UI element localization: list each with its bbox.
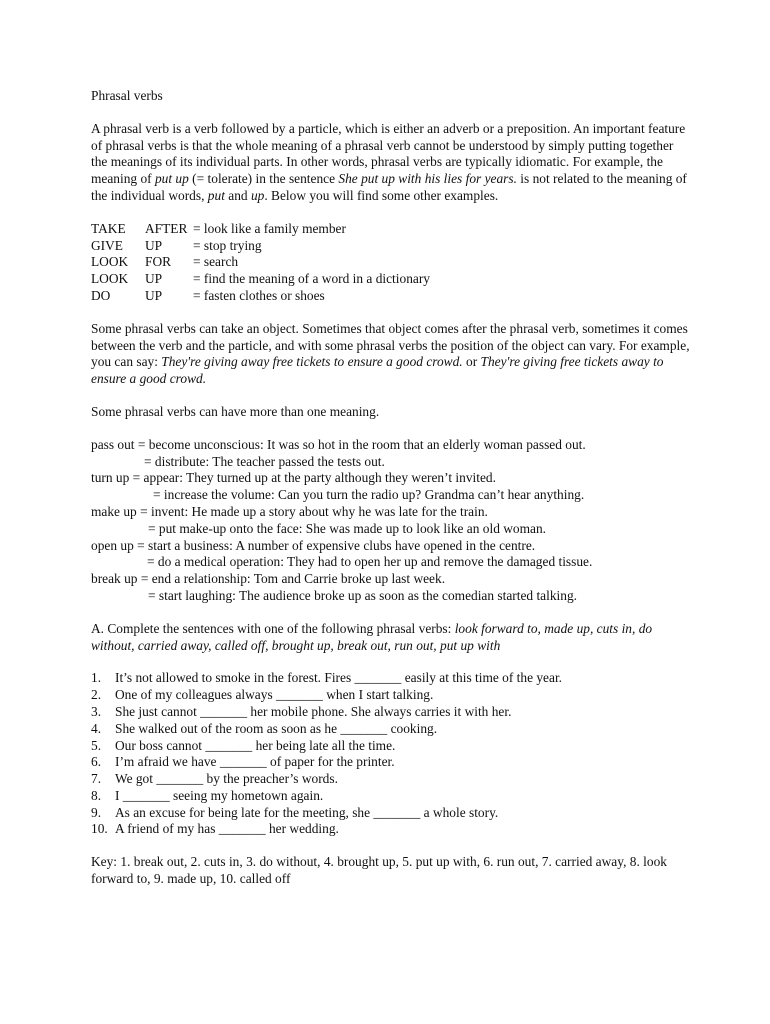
intro-text-2: (= tolerate) in the sentence bbox=[188, 171, 339, 187]
meaning-line: open up = start a business: A number of expensive clubs have opened in the centre. bbox=[91, 537, 536, 553]
object-paragraph bbox=[91, 321, 691, 388]
example-verb: TAKE bbox=[91, 220, 126, 236]
sentence-text: As an excuse for being late for the meeting, she _______ a whole story. bbox=[115, 804, 499, 820]
meaning-line: = start laughing: The audience broke up as soon as the comedian started talking. bbox=[148, 587, 577, 603]
intro-text-4: and bbox=[224, 187, 251, 203]
object-text-1: Some phrasal verbs can take an object. Sometimes that object comes after the phrasal verb, sometimes it comes between the verb and the particle, and with some phrasal verbs the position of the object can vary. For example, you can say: bbox=[91, 320, 690, 370]
example-verb: DO bbox=[91, 287, 111, 303]
example-row bbox=[91, 254, 691, 271]
document-content bbox=[91, 88, 691, 888]
sentence-item bbox=[91, 704, 691, 721]
sentence-text: It’s not allowed to smoke in the forest. Fires _______ easily at this time of the year. bbox=[115, 670, 563, 686]
sentence-number: 2. bbox=[91, 687, 102, 703]
sentence-text: I’m afraid we have _______ of paper for the printer. bbox=[115, 754, 395, 770]
example-verb: LOOK bbox=[91, 271, 129, 287]
sentence-text: I _______ seeing my hometown again. bbox=[115, 787, 324, 803]
answer-key: Key: 1. break out, 2. cuts in, 3. do without, 4. brought up, 5. put up with, 6. run out, 7. carried away, 8. look forward to, 9. made up, 10. called off bbox=[91, 854, 667, 887]
exercise-verb-list: look forward to, made up, cuts in, do without, carried away, called off, brought up, break out, run out, put up with bbox=[91, 620, 653, 653]
meaning-line: = increase the volume: Can you turn the radio up? Grandma can’t hear anything. bbox=[153, 487, 585, 503]
intro-italic-2: She put up with his lies for years. bbox=[338, 171, 517, 187]
meaning-intro: Some phrasal verbs can have more than one meaning. bbox=[91, 403, 380, 419]
meaning-line: make up = invent: He made up a story about why he was late for the train. bbox=[91, 503, 488, 519]
example-definition: = look like a family member bbox=[193, 220, 346, 236]
sentence-item bbox=[91, 670, 691, 687]
sentence-number: 4. bbox=[91, 720, 102, 736]
meaning-line: pass out = become unconscious: It was so hot in the room that an elderly woman passed out. bbox=[91, 436, 586, 452]
sentence-item bbox=[91, 754, 691, 771]
example-particle: UP bbox=[145, 271, 163, 287]
intro-text-1: A phrasal verb is a verb followed by a particle, which is either an adverb or a preposition. An important feature of phrasal verbs is that the whole meaning of a phrasal verb cannot be understood by simply putting together the meanings of its individual parts. In other words, phrasal verbs are typically idiomatic. For example, the meaning of bbox=[91, 120, 686, 187]
example-particle: UP bbox=[145, 287, 163, 303]
sentence-text: Our boss cannot _______ her being late all the time. bbox=[115, 737, 396, 753]
example-verb: LOOK bbox=[91, 254, 129, 270]
sentence-item bbox=[91, 821, 691, 838]
meaning-line: break up = end a relationship: Tom and Carrie broke up last week. bbox=[91, 571, 446, 587]
meaning-line: turn up = appear: They turned up at the party although they weren’t invited. bbox=[91, 470, 496, 486]
intro-text-3: is not related to the meaning of the individual words, bbox=[91, 171, 687, 203]
sentence-item bbox=[91, 687, 691, 704]
meaning-line: = do a medical operation: They had to open her up and remove the damaged tissue. bbox=[147, 554, 593, 570]
meaning-line: = put make-up onto the face: She was made up to look like an old woman. bbox=[148, 520, 547, 536]
intro-paragraph bbox=[91, 121, 691, 205]
object-italic-2: They're giving free tickets away to ensure a good crowd. bbox=[91, 354, 664, 387]
sentence-item bbox=[91, 788, 691, 805]
object-italic-1: They're giving away free tickets to ensure a good crowd. bbox=[161, 354, 463, 370]
sentence-item bbox=[91, 738, 691, 755]
intro-italic-4: up bbox=[250, 187, 265, 203]
example-particle: AFTER bbox=[145, 220, 188, 236]
exercise-text: A. Complete the sentences with one of the following phrasal verbs: bbox=[91, 620, 455, 636]
meanings-list bbox=[91, 437, 691, 605]
sentence-number: 7. bbox=[91, 771, 102, 787]
sentence-number: 9. bbox=[91, 804, 102, 820]
meaning-line: = distribute: The teacher passed the tests out. bbox=[144, 453, 385, 469]
example-particle: UP bbox=[145, 237, 163, 253]
example-row bbox=[91, 271, 691, 288]
examples-table bbox=[91, 221, 691, 305]
exercise-sentences bbox=[91, 670, 691, 838]
sentence-item bbox=[91, 771, 691, 788]
example-verb: GIVE bbox=[91, 237, 123, 253]
object-text-2: or bbox=[462, 354, 481, 370]
intro-italic-1: put up bbox=[154, 171, 189, 187]
example-row bbox=[91, 288, 691, 305]
sentence-item bbox=[91, 805, 691, 822]
sentence-text: A friend of my has _______ her wedding. bbox=[115, 821, 339, 837]
intro-text-5: . Below you will find some other examples. bbox=[264, 187, 499, 203]
sentence-number: 8. bbox=[91, 787, 102, 803]
sentence-number: 3. bbox=[91, 703, 102, 719]
sentence-text: She walked out of the room as soon as he _______ cooking. bbox=[115, 720, 438, 736]
sentence-number: 10. bbox=[91, 821, 108, 837]
example-definition: = fasten clothes or shoes bbox=[193, 287, 325, 303]
sentence-text: She just cannot _______ her mobile phone. She always carries it with her. bbox=[115, 703, 512, 719]
example-definition: = search bbox=[193, 254, 239, 270]
sentence-number: 5. bbox=[91, 737, 102, 753]
sentence-text: We got _______ by the preacher’s words. bbox=[115, 771, 338, 787]
example-row bbox=[91, 238, 691, 255]
sentence-number: 6. bbox=[91, 754, 102, 770]
example-definition: = find the meaning of a word in a dictionary bbox=[193, 271, 430, 287]
sentence-item bbox=[91, 721, 691, 738]
page-title: Phrasal verbs bbox=[91, 88, 163, 103]
example-row bbox=[91, 221, 691, 238]
exercise-instructions bbox=[91, 621, 691, 655]
intro-italic-3: put bbox=[207, 187, 225, 203]
example-definition: = stop trying bbox=[193, 237, 262, 253]
sentence-number: 1. bbox=[91, 670, 102, 686]
example-particle: FOR bbox=[145, 254, 172, 270]
sentence-text: One of my colleagues always _______ when I start talking. bbox=[115, 687, 434, 703]
